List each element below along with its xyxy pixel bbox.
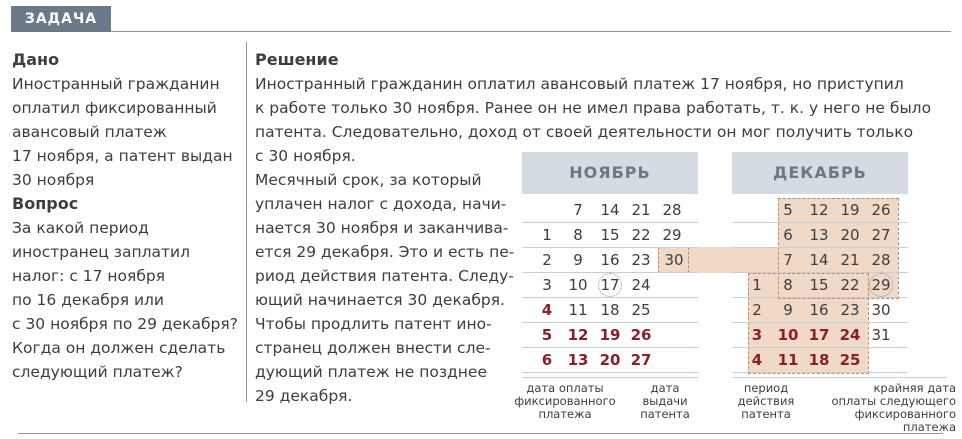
day-cell: 31 xyxy=(871,326,891,344)
weekend-day: 3 xyxy=(751,326,763,344)
question-line: Когда он должен сделать xyxy=(12,339,226,357)
day-cell: 28 xyxy=(662,201,682,219)
day-cell: 16 xyxy=(809,301,829,319)
day-cell: 14 xyxy=(809,251,829,269)
caption-line: период xyxy=(743,381,789,395)
day-cell: 23 xyxy=(840,301,860,319)
solution-line: странец должен внести сле- xyxy=(255,339,491,357)
weekend-day: 26 xyxy=(630,326,652,344)
day-cell: 26 xyxy=(871,201,891,219)
weekend-day: 12 xyxy=(567,326,589,344)
day-cell: 22 xyxy=(840,276,860,294)
weekend-day: 4 xyxy=(751,351,763,369)
caption-line: действия xyxy=(737,394,795,408)
weekend-day: 5 xyxy=(541,326,553,344)
solution-line: дующий платеж не позднее xyxy=(255,363,487,381)
day-cell: 25 xyxy=(631,301,651,319)
day-cell: 11 xyxy=(568,301,588,319)
section-tag: ЗАДАЧА xyxy=(11,6,111,32)
given-line: авансовый платеж xyxy=(12,123,167,141)
caption-line: фиксированного платежа xyxy=(854,407,956,434)
day-cell: 12 xyxy=(809,201,829,219)
day-cell: 22 xyxy=(631,226,651,244)
weekend-day: 17 xyxy=(808,326,830,344)
given-title: Дано xyxy=(12,50,60,69)
day-cell: 8 xyxy=(573,226,583,244)
question-line: по 16 декабря или xyxy=(12,291,165,309)
day-cell: 16 xyxy=(600,251,620,269)
day-cell: 29 xyxy=(662,226,682,244)
december-header: ДЕКАБРЬ xyxy=(732,152,908,194)
question-line: налог: с 17 ноября xyxy=(12,267,166,285)
weekend-day: 25 xyxy=(839,351,861,369)
given-line: 17 ноября, а патент выдан xyxy=(12,147,233,165)
solution-line: 29 декабря. xyxy=(255,387,353,405)
solution-line: уплачен налог с дохода, начи- xyxy=(255,195,507,213)
day-cell: 6 xyxy=(783,226,793,244)
solution-line: Месячный срок, за который xyxy=(255,171,482,189)
caption-line: дата xyxy=(650,381,680,395)
day-cell: 2 xyxy=(542,251,552,269)
weekend-day: 19 xyxy=(599,326,621,344)
question-line: иностранец заплатил xyxy=(12,243,191,261)
solution-line: Чтобы продлить патент ино- xyxy=(255,315,492,333)
question-line: с 30 ноября по 29 декабря? xyxy=(12,315,238,333)
caption-patent-period xyxy=(734,382,798,421)
caption-line: патента xyxy=(741,407,791,421)
solution-line: Иностранный гражданин оплатил авансовый платеж 17 ноября, но приступил xyxy=(255,75,904,93)
day-cell: 9 xyxy=(573,251,583,269)
caption-line: патента xyxy=(640,407,690,421)
given-line: оплатил фиксированный xyxy=(12,99,217,117)
day-cell: 18 xyxy=(600,301,620,319)
day-cell: 1 xyxy=(752,276,762,294)
day-cell: 1 xyxy=(542,226,552,244)
solution-title: Решение xyxy=(255,50,339,69)
column-divider xyxy=(246,42,247,402)
day-cell: 30 xyxy=(871,301,891,319)
day-cell: 24 xyxy=(631,276,651,294)
weekend-day: 13 xyxy=(567,351,589,369)
question-title: Вопрос xyxy=(12,194,79,213)
top-rule xyxy=(111,31,951,32)
caption-line: дата оплаты xyxy=(526,381,604,395)
given-line: 30 ноября xyxy=(12,171,95,189)
solution-line: нается 30 ноября и заканчива- xyxy=(255,219,509,237)
day-cell: 15 xyxy=(600,226,620,244)
weekend-day: 6 xyxy=(541,351,553,369)
day-cell: 21 xyxy=(840,251,860,269)
solution-line: с 30 ноября. xyxy=(255,147,356,165)
caption-line: выдачи xyxy=(642,394,688,408)
day-cell: 20 xyxy=(840,226,860,244)
left-column xyxy=(12,48,244,384)
day-cell: 9 xyxy=(783,301,793,319)
caption-line: оплаты следующего xyxy=(831,394,956,408)
deadline-day: 29 xyxy=(871,276,891,294)
day-cell: 7 xyxy=(573,201,583,219)
day-cell: 15 xyxy=(809,276,829,294)
solution-line: ется 29 декабря. Это и есть пе- xyxy=(255,243,515,261)
caption-next-payment-deadline xyxy=(800,382,956,434)
row-line xyxy=(522,372,698,373)
day-cell: 13 xyxy=(809,226,829,244)
caption-line: крайняя дата xyxy=(873,381,956,395)
given-line: Иностранный гражданин xyxy=(12,75,220,93)
november-header: НОЯБРЬ xyxy=(522,152,698,194)
patent-issue-day: 30 xyxy=(664,251,684,269)
day-cell: 27 xyxy=(871,226,891,244)
day-cell: 2 xyxy=(752,301,762,319)
caption-line: платежа xyxy=(538,407,592,421)
day-cell: 19 xyxy=(840,201,860,219)
day-cell: 21 xyxy=(631,201,651,219)
solution-line: патента. Следовательно, доход от своей деятельности он мог получить только xyxy=(255,123,914,141)
payment-day: 17 xyxy=(600,276,620,294)
solution-line: ющий начинается 30 декабря. xyxy=(255,291,505,309)
caption-rule xyxy=(522,377,698,378)
day-cell: 28 xyxy=(871,251,891,269)
weekend-day: 27 xyxy=(630,351,652,369)
weekend-day: 11 xyxy=(777,351,799,369)
day-cell: 14 xyxy=(600,201,620,219)
solution-continuation xyxy=(255,168,517,408)
caption-patent-issue-date xyxy=(636,382,694,421)
weekend-day: 20 xyxy=(599,351,621,369)
day-cell: 23 xyxy=(631,251,651,269)
caption-rule xyxy=(732,377,947,378)
weekend-day: 4 xyxy=(541,301,553,319)
weekend-day: 18 xyxy=(808,351,830,369)
row-line xyxy=(732,372,908,373)
weekend-day: 10 xyxy=(777,326,799,344)
question-line: За какой период xyxy=(12,219,149,237)
question-line: следующий платеж? xyxy=(12,363,183,381)
weekend-day: 24 xyxy=(839,326,861,344)
day-cell: 7 xyxy=(783,251,793,269)
caption-fixed-payment-date xyxy=(510,382,620,421)
solution-line: риод действия патента. Следу- xyxy=(255,267,514,285)
day-cell: 3 xyxy=(542,276,552,294)
day-cell: 10 xyxy=(568,276,588,294)
caption-line: фиксированного xyxy=(514,394,616,408)
day-cell: 8 xyxy=(783,276,793,294)
solution-line: к работе только 30 ноября. Ранее он не имел права работать, т. к. у него не было xyxy=(255,99,932,117)
day-cell: 5 xyxy=(783,201,793,219)
